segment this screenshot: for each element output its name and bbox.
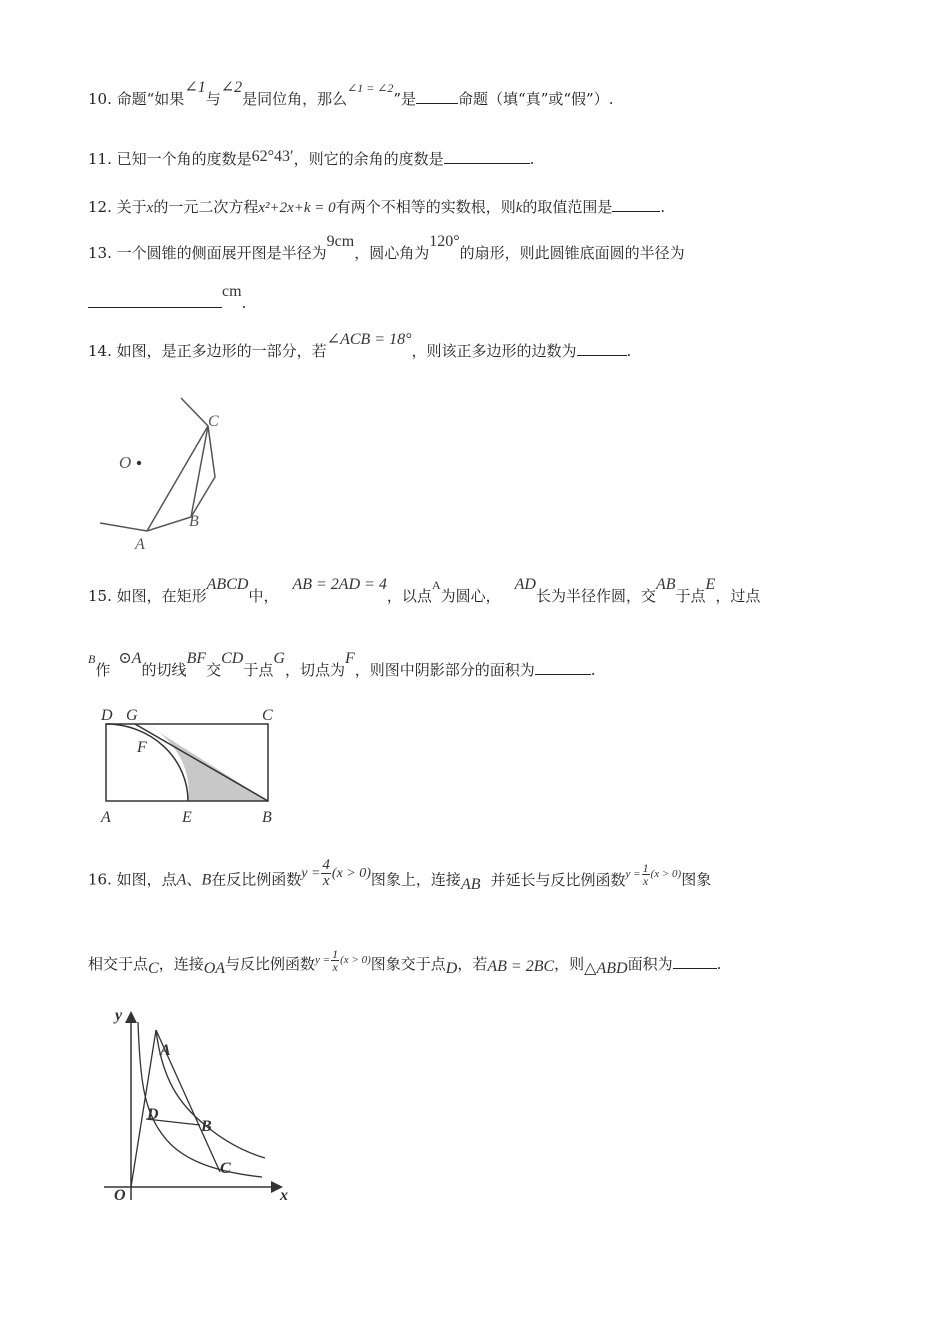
question-number: 10.: [88, 90, 112, 108]
math-angle: 120°: [429, 233, 460, 250]
answer-blank[interactable]: [612, 197, 660, 212]
label-y: y: [115, 1007, 123, 1024]
label-e: E: [182, 809, 192, 826]
function-2: y = 1 x (x > 0): [625, 860, 682, 888]
center-point: [137, 461, 141, 465]
label-d: D: [101, 707, 113, 724]
question-13: 13. 一个圆锥的侧面展开图是半径为9cm，圆心角为120°的扇形，则此圆锥底面圆的半径为: [88, 233, 685, 262]
math-angle1: ∠1: [184, 79, 206, 96]
math-degree: 62°43′: [251, 148, 294, 165]
math-equation: x²+2x+k = 0: [258, 200, 336, 216]
answer-blank[interactable]: [444, 149, 530, 164]
label-o: O: [119, 453, 132, 472]
question-11: 11. 已知一个角的度数是62°43′，则它的余角的度数是 .: [88, 148, 535, 168]
question-14: 14. 如图，是正多边形的一部分，若∠ACB = 18°，则该正多边形的边数为 .: [88, 331, 632, 360]
label-c: C: [262, 707, 273, 724]
label-c: C: [220, 1160, 231, 1177]
label-x: x: [280, 1187, 288, 1204]
question-15-line2: $^B$作⊙A的切线BF交CD于点G，切点为F，则图中阴影部分的面积为 .: [88, 650, 596, 679]
question-12: 12. 关于x的一元二次方程x²+2x+k = 0有两个不相等的实数根，则k的取值范围是 .: [88, 198, 666, 216]
label-a: A: [135, 536, 145, 552]
label-c: C: [208, 413, 219, 430]
question-number: 12.: [88, 198, 112, 216]
answer-blank[interactable]: [535, 660, 591, 675]
figure-inverse-functions: [100, 1000, 300, 1210]
figure-rectangle: [98, 700, 288, 830]
answer-blank[interactable]: [88, 293, 222, 308]
label-a: A: [101, 809, 111, 826]
question-16-line2: 相交于点C，连接OA与反比例函数$^{y = \frac{1}{x} (x > 0)}$图象交于点D，若AB = 2BC，则△ABD面积为 .: [88, 946, 722, 977]
label-d: D: [147, 1106, 159, 1123]
question-number: 11.: [88, 150, 112, 168]
answer-blank[interactable]: [673, 954, 717, 969]
question-16: 16. 如图，点A、B在反比例函数y = $\frac{4}{x}$ (x > 0)图象上，连接AB 并延长与反比例函数$^{y = \frac{1}{x} (x > 0)}$图象: [88, 857, 712, 893]
label-a: A: [160, 1042, 171, 1059]
question-13-line2: cm.: [88, 292, 246, 315]
curve-y-4-over-x: [156, 1030, 265, 1158]
label-b: B: [189, 513, 199, 530]
question-number: 16.: [88, 870, 112, 889]
label-f: F: [137, 739, 147, 756]
label-o: O: [114, 1187, 126, 1204]
arc-de: [106, 724, 188, 801]
question-number: 14.: [88, 342, 112, 360]
math-equality: ∠1 = ∠2: [347, 81, 394, 95]
question-15: 15. 如图，在矩形ABCD中，AB = 2AD = 4，以点$^A$为圆心，AD长为半径作圆，交AB于点E，过点: [88, 576, 761, 605]
math-angle2: ∠2: [220, 79, 243, 96]
label-b: B: [262, 809, 272, 826]
question-10: 10. 命题“如果∠1与∠2是同位角，那么$^{\angle 1 = \angle 2}$”是 命题（填“真”或“假”）.: [88, 79, 614, 108]
shaded-region: [146, 724, 268, 801]
question-number: 13.: [88, 244, 112, 262]
function-3: y = 1 x (x > 0): [315, 946, 371, 974]
answer-blank[interactable]: [416, 89, 458, 104]
question-number: 15.: [88, 587, 112, 605]
answer-blank[interactable]: [577, 341, 627, 356]
math-angle-acb: ∠ACB = 18°: [326, 331, 412, 348]
math-radius: 9cm: [326, 233, 355, 250]
function-1: y = $\frac{4}{x}$ (x > 0): [301, 857, 371, 889]
label-g: G: [126, 707, 138, 724]
math-unit: cm: [222, 283, 242, 300]
label-b: B: [201, 1118, 212, 1135]
figure-polygon: [95, 392, 265, 552]
curve-y-1-over-x: [138, 1022, 262, 1177]
polygon-edges: [100, 398, 215, 531]
